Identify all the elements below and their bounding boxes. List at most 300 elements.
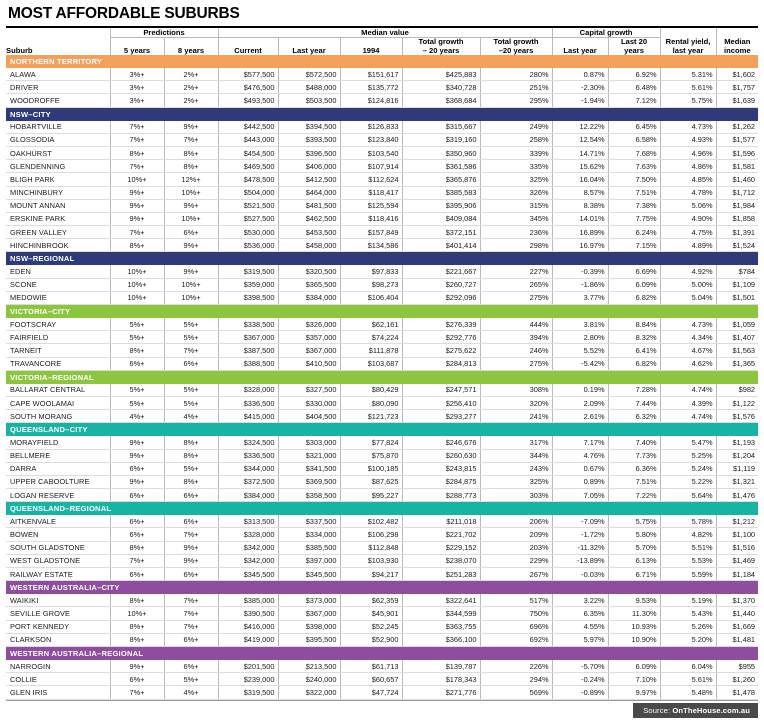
- cell-pred-8-years: 8%+: [164, 449, 218, 462]
- table-row: [6, 94, 758, 107]
- cell-last-year: $481,500: [278, 199, 340, 212]
- cell-cg-last-year: 16.04%: [552, 173, 608, 186]
- cell-suburb: WAIKIKI: [6, 594, 110, 607]
- table-row: [6, 541, 758, 554]
- cell-pred-8-years: 7%+: [164, 528, 218, 541]
- cell-total-growth-percent: 692%: [480, 633, 552, 646]
- cell-pred-8-years: 7%+: [164, 607, 218, 620]
- cell-total-growth-dollars: $243,815: [402, 462, 480, 475]
- cell-total-growth-dollars: $284,875: [402, 475, 480, 488]
- cell-total-growth-percent: 444%: [480, 318, 552, 331]
- table-row: [6, 68, 758, 81]
- header-median-income: Median income: [716, 28, 758, 55]
- cell-total-growth-dollars: $344,599: [402, 607, 480, 620]
- cell-cg-last-year: -0.39%: [552, 265, 608, 278]
- cell-value-1994: $80,090: [340, 396, 402, 409]
- cell-median-income: $1,184: [716, 568, 758, 581]
- cell-cg-last-year: 3.81%: [552, 318, 608, 331]
- cell-cg-last-20-years: 8.84%: [608, 318, 660, 331]
- table-row: [6, 318, 758, 331]
- cell-cg-last-20-years: 7.63%: [608, 160, 660, 173]
- cell-last-year: $357,000: [278, 331, 340, 344]
- cell-pred-8-years: 9%+: [164, 541, 218, 554]
- region-label: NSW–CITY: [6, 107, 758, 121]
- cell-value-1994: $118,416: [340, 212, 402, 225]
- cell-total-growth-percent: 241%: [480, 410, 552, 423]
- region-label: NORTHERN TERRITORY: [6, 55, 758, 68]
- cell-suburb: TRAVANCORE: [6, 357, 110, 370]
- cell-total-growth-percent: 246%: [480, 344, 552, 357]
- cell-cg-last-20-years: 6.48%: [608, 81, 660, 94]
- cell-cg-last-20-years: 7.44%: [608, 396, 660, 409]
- bottom-rule: [6, 700, 758, 701]
- cell-cg-last-year: -1.86%: [552, 278, 608, 291]
- cell-last-year: $393,500: [278, 133, 340, 146]
- cell-suburb: MEDOWIE: [6, 291, 110, 304]
- cell-suburb: FOOTSCRAY: [6, 318, 110, 331]
- table-row: [6, 81, 758, 94]
- table-row: [6, 265, 758, 278]
- cell-value-1994: $95,227: [340, 489, 402, 502]
- cell-rental-yield: 5.61%: [660, 81, 716, 94]
- cell-pred-8-years: 8%+: [164, 436, 218, 449]
- cell-pred-8-years: 8%+: [164, 475, 218, 488]
- cell-suburb: PORT KENNEDY: [6, 620, 110, 633]
- cell-total-growth-dollars: $372,151: [402, 226, 480, 239]
- cell-cg-last-20-years: 5.70%: [608, 541, 660, 554]
- table-row: [6, 173, 758, 186]
- cell-median-income: $1,262: [716, 121, 758, 134]
- cell-total-growth-percent: 203%: [480, 541, 552, 554]
- cell-pred-5-years: 8%+: [110, 239, 164, 252]
- cell-current: $319,500: [218, 686, 278, 699]
- cell-median-income: $1,391: [716, 226, 758, 239]
- cell-pred-5-years: 5%+: [110, 384, 164, 397]
- cell-current: $469,500: [218, 160, 278, 173]
- cell-total-growth-percent: 267%: [480, 568, 552, 581]
- cell-median-income: $1,563: [716, 344, 758, 357]
- table-row: [6, 186, 758, 199]
- cell-suburb: NARROGIN: [6, 660, 110, 673]
- region-label: WESTERN AUSTRALIA–REGIONAL: [6, 646, 758, 660]
- cell-total-growth-dollars: $340,728: [402, 81, 480, 94]
- cell-rental-yield: 5.53%: [660, 554, 716, 567]
- table-row: [6, 475, 758, 488]
- cell-median-income: $1,757: [716, 81, 758, 94]
- table-row: [6, 357, 758, 370]
- cell-total-growth-dollars: $229,152: [402, 541, 480, 554]
- cell-median-income: $1,059: [716, 318, 758, 331]
- cell-value-1994: $45,901: [340, 607, 402, 620]
- cell-suburb: UPPER CABOOLTURE: [6, 475, 110, 488]
- cell-last-year: $327,500: [278, 384, 340, 397]
- cell-cg-last-20-years: 10.90%: [608, 633, 660, 646]
- table-row: [6, 199, 758, 212]
- cell-total-growth-dollars: $284,813: [402, 357, 480, 370]
- cell-rental-yield: 4.86%: [660, 160, 716, 173]
- cell-median-income: $955: [716, 660, 758, 673]
- cell-cg-last-20-years: 6.82%: [608, 357, 660, 370]
- cell-cg-last-year: 0.87%: [552, 68, 608, 81]
- cell-total-growth-percent: 275%: [480, 291, 552, 304]
- cell-pred-5-years: 8%+: [110, 633, 164, 646]
- cell-total-growth-dollars: $368,684: [402, 94, 480, 107]
- table-body: [6, 55, 758, 699]
- table-row: [6, 291, 758, 304]
- cell-rental-yield: 4.34%: [660, 331, 716, 344]
- cell-median-income: $1,109: [716, 278, 758, 291]
- cell-pred-8-years: 6%+: [164, 568, 218, 581]
- cell-total-growth-percent: 294%: [480, 673, 552, 686]
- cell-current: $344,000: [218, 462, 278, 475]
- cell-pred-8-years: 7%+: [164, 344, 218, 357]
- table-row: [6, 686, 758, 699]
- cell-pred-8-years: 4%+: [164, 686, 218, 699]
- cell-current: $313,500: [218, 515, 278, 528]
- cell-current: $442,500: [218, 121, 278, 134]
- cell-pred-5-years: 8%+: [110, 541, 164, 554]
- cell-current: $476,500: [218, 81, 278, 94]
- cell-median-income: $1,481: [716, 633, 758, 646]
- cell-pred-5-years: 6%+: [110, 515, 164, 528]
- table-row: [6, 528, 758, 541]
- region-label: QUEENSLAND–REGIONAL: [6, 502, 758, 516]
- region-band: [6, 581, 758, 595]
- cell-cg-last-20-years: 7.75%: [608, 212, 660, 225]
- region-label: VICTORIA–REGIONAL: [6, 370, 758, 384]
- cell-suburb: BOWEN: [6, 528, 110, 541]
- cell-last-year: $326,000: [278, 318, 340, 331]
- region-band: [6, 107, 758, 121]
- cell-pred-5-years: 7%+: [110, 121, 164, 134]
- cell-rental-yield: 5.59%: [660, 568, 716, 581]
- cell-suburb: ALAWA: [6, 68, 110, 81]
- cell-current: $336,500: [218, 396, 278, 409]
- cell-rental-yield: 5.43%: [660, 607, 716, 620]
- cell-total-growth-dollars: $251,283: [402, 568, 480, 581]
- cell-median-income: $1,712: [716, 186, 758, 199]
- cell-median-income: $1,602: [716, 68, 758, 81]
- cell-value-1994: $74,224: [340, 331, 402, 344]
- cell-median-income: $1,478: [716, 686, 758, 699]
- cell-total-growth-dollars: $271,776: [402, 686, 480, 699]
- cell-value-1994: $87,625: [340, 475, 402, 488]
- cell-cg-last-20-years: 7.10%: [608, 673, 660, 686]
- cell-pred-8-years: 2%+: [164, 94, 218, 107]
- cell-median-income: $1,193: [716, 436, 758, 449]
- cell-value-1994: $121,723: [340, 410, 402, 423]
- table-row: [6, 239, 758, 252]
- cell-cg-last-20-years: 6.41%: [608, 344, 660, 357]
- cell-rental-yield: 5.75%: [660, 94, 716, 107]
- cell-suburb: FAIRFIELD: [6, 331, 110, 344]
- cell-last-year: $458,000: [278, 239, 340, 252]
- cell-pred-8-years: 10%+: [164, 212, 218, 225]
- cell-value-1994: $123,840: [340, 133, 402, 146]
- cell-last-year: $369,500: [278, 475, 340, 488]
- cell-pred-8-years: 2%+: [164, 81, 218, 94]
- cell-cg-last-year: 7.05%: [552, 489, 608, 502]
- cell-suburb: MOUNT ANNAN: [6, 199, 110, 212]
- cell-last-year: $365,500: [278, 278, 340, 291]
- cell-pred-5-years: 5%+: [110, 396, 164, 409]
- cell-pred-5-years: 6%+: [110, 528, 164, 541]
- cell-rental-yield: 5.06%: [660, 199, 716, 212]
- cell-cg-last-year: -0.89%: [552, 686, 608, 699]
- cell-rental-yield: 4.39%: [660, 396, 716, 409]
- cell-current: $345,500: [218, 568, 278, 581]
- cell-cg-last-year: -1.94%: [552, 94, 608, 107]
- cell-current: $493,500: [218, 94, 278, 107]
- cell-total-growth-dollars: $293,277: [402, 410, 480, 423]
- cell-pred-8-years: 12%+: [164, 173, 218, 186]
- cell-cg-last-20-years: 9.53%: [608, 594, 660, 607]
- cell-total-growth-percent: 325%: [480, 475, 552, 488]
- header-pred-8: 8 years: [164, 38, 218, 56]
- cell-cg-last-20-years: 7.40%: [608, 436, 660, 449]
- cell-cg-last-20-years: 6.45%: [608, 121, 660, 134]
- table-row: [6, 515, 758, 528]
- cell-current: $342,000: [218, 541, 278, 554]
- cell-value-1994: $100,185: [340, 462, 402, 475]
- cell-pred-5-years: 8%+: [110, 594, 164, 607]
- cell-rental-yield: 6.04%: [660, 660, 716, 673]
- cell-current: $390,500: [218, 607, 278, 620]
- table-row: [6, 146, 758, 159]
- cell-last-year: $410,500: [278, 357, 340, 370]
- header-group-predictions: Predictions: [110, 28, 218, 38]
- cell-cg-last-20-years: 6.92%: [608, 68, 660, 81]
- cell-current: $536,000: [218, 239, 278, 252]
- cell-value-1994: $103,540: [340, 146, 402, 159]
- cell-value-1994: $103,930: [340, 554, 402, 567]
- table-row: [6, 396, 758, 409]
- cell-pred-5-years: 6%+: [110, 462, 164, 475]
- cell-total-growth-percent: 326%: [480, 186, 552, 199]
- cell-total-growth-percent: 394%: [480, 331, 552, 344]
- cell-total-growth-dollars: $395,906: [402, 199, 480, 212]
- cell-pred-5-years: 3%+: [110, 81, 164, 94]
- cell-current: $342,000: [218, 554, 278, 567]
- cell-median-income: $1,596: [716, 146, 758, 159]
- cell-last-year: $385,500: [278, 541, 340, 554]
- cell-pred-8-years: 8%+: [164, 160, 218, 173]
- source-label: Source:: [643, 706, 673, 715]
- cell-cg-last-year: -1.72%: [552, 528, 608, 541]
- cell-median-income: $1,469: [716, 554, 758, 567]
- cell-current: $504,000: [218, 186, 278, 199]
- cell-cg-last-20-years: 6.36%: [608, 462, 660, 475]
- cell-pred-5-years: 10%+: [110, 291, 164, 304]
- table-row: [6, 436, 758, 449]
- cell-value-1994: $112,848: [340, 541, 402, 554]
- cell-total-growth-dollars: $275,622: [402, 344, 480, 357]
- table-row: [6, 594, 758, 607]
- cell-value-1994: $97,833: [340, 265, 402, 278]
- cell-cg-last-20-years: 7.51%: [608, 475, 660, 488]
- table-row: [6, 121, 758, 134]
- cell-value-1994: $80,429: [340, 384, 402, 397]
- table-row: [6, 160, 758, 173]
- cell-suburb: COLLIE: [6, 673, 110, 686]
- cell-total-growth-dollars: $221,702: [402, 528, 480, 541]
- cell-last-year: $398,000: [278, 620, 340, 633]
- cell-cg-last-year: 2.61%: [552, 410, 608, 423]
- cell-cg-last-20-years: 7.12%: [608, 94, 660, 107]
- table-row: [6, 278, 758, 291]
- cell-value-1994: $106,404: [340, 291, 402, 304]
- cell-last-year: $488,000: [278, 81, 340, 94]
- cell-current: $319,500: [218, 265, 278, 278]
- cell-cg-last-year: 3.22%: [552, 594, 608, 607]
- cell-pred-8-years: 4%+: [164, 410, 218, 423]
- cell-cg-last-20-years: 7.38%: [608, 199, 660, 212]
- cell-current: $521,500: [218, 199, 278, 212]
- cell-total-growth-percent: 275%: [480, 357, 552, 370]
- cell-suburb: HOBARTVILLE: [6, 121, 110, 134]
- cell-rental-yield: 4.96%: [660, 146, 716, 159]
- header-cg-last-20: Last 20 years: [608, 38, 660, 56]
- cell-rental-yield: 4.74%: [660, 384, 716, 397]
- cell-rental-yield: 4.85%: [660, 173, 716, 186]
- cell-cg-last-year: 16.89%: [552, 226, 608, 239]
- cell-cg-last-20-years: 6.71%: [608, 568, 660, 581]
- cell-pred-5-years: 5%+: [110, 331, 164, 344]
- cell-cg-last-year: -13.89%: [552, 554, 608, 567]
- cell-median-income: $1,984: [716, 199, 758, 212]
- cell-pred-8-years: 5%+: [164, 396, 218, 409]
- cell-rental-yield: 4.73%: [660, 121, 716, 134]
- cell-last-year: $330,000: [278, 396, 340, 409]
- table-header: [6, 28, 758, 55]
- cell-current: $478,500: [218, 173, 278, 186]
- cell-cg-last-20-years: 7.51%: [608, 186, 660, 199]
- cell-last-year: $412,500: [278, 173, 340, 186]
- cell-pred-8-years: 6%+: [164, 660, 218, 673]
- cell-rental-yield: 4.74%: [660, 410, 716, 423]
- cell-median-income: $1,576: [716, 410, 758, 423]
- table-row: [6, 620, 758, 633]
- cell-pred-5-years: 7%+: [110, 686, 164, 699]
- cell-suburb: TARNEIT: [6, 344, 110, 357]
- cell-total-growth-percent: 750%: [480, 607, 552, 620]
- cell-value-1994: $151,617: [340, 68, 402, 81]
- cell-rental-yield: 5.24%: [660, 462, 716, 475]
- cell-total-growth-percent: 226%: [480, 660, 552, 673]
- cell-total-growth-dollars: $256,410: [402, 396, 480, 409]
- cell-cg-last-20-years: 6.82%: [608, 291, 660, 304]
- cell-median-income: $1,100: [716, 528, 758, 541]
- region-band: [6, 646, 758, 660]
- cell-total-growth-percent: 344%: [480, 449, 552, 462]
- cell-total-growth-percent: 696%: [480, 620, 552, 633]
- cell-median-income: $784: [716, 265, 758, 278]
- cell-total-growth-percent: 345%: [480, 212, 552, 225]
- cell-pred-5-years: 9%+: [110, 199, 164, 212]
- cell-value-1994: $60,657: [340, 673, 402, 686]
- table-row: [6, 673, 758, 686]
- cell-total-growth-dollars: $366,100: [402, 633, 480, 646]
- cell-last-year: $462,500: [278, 212, 340, 225]
- cell-total-growth-percent: 315%: [480, 199, 552, 212]
- cell-rental-yield: 4.67%: [660, 344, 716, 357]
- cell-cg-last-20-years: 7.68%: [608, 146, 660, 159]
- cell-pred-8-years: 8%+: [164, 146, 218, 159]
- table-row: [6, 462, 758, 475]
- region-band: [6, 423, 758, 437]
- region-band: [6, 55, 758, 68]
- cell-pred-8-years: 9%+: [164, 265, 218, 278]
- cell-last-year: $406,000: [278, 160, 340, 173]
- cell-rental-yield: 5.78%: [660, 515, 716, 528]
- cell-cg-last-20-years: 7.15%: [608, 239, 660, 252]
- cell-current: $328,000: [218, 384, 278, 397]
- cell-pred-5-years: 7%+: [110, 133, 164, 146]
- cell-cg-last-year: -11.32%: [552, 541, 608, 554]
- cell-suburb: GREEN VALLEY: [6, 226, 110, 239]
- cell-pred-5-years: 9%+: [110, 186, 164, 199]
- cell-value-1994: $112,624: [340, 173, 402, 186]
- cell-total-growth-dollars: $365,876: [402, 173, 480, 186]
- cell-total-growth-dollars: $260,630: [402, 449, 480, 462]
- cell-pred-8-years: 2%+: [164, 68, 218, 81]
- cell-pred-5-years: 6%+: [110, 568, 164, 581]
- cell-current: $454,500: [218, 146, 278, 159]
- cell-suburb: SOUTH MORANG: [6, 410, 110, 423]
- cell-cg-last-year: -7.09%: [552, 515, 608, 528]
- header-pred-5: 5 years: [110, 38, 164, 56]
- cell-pred-8-years: 10%+: [164, 186, 218, 199]
- cell-suburb: MINCHINBURY: [6, 186, 110, 199]
- cell-median-income: $1,581: [716, 160, 758, 173]
- cell-last-year: $334,000: [278, 528, 340, 541]
- cell-value-1994: $62,359: [340, 594, 402, 607]
- cell-current: $385,000: [218, 594, 278, 607]
- cell-suburb: WEST GLADSTONE: [6, 554, 110, 567]
- cell-current: $527,500: [218, 212, 278, 225]
- cell-suburb: BALLARAT CENTRAL: [6, 384, 110, 397]
- cell-last-year: $572,500: [278, 68, 340, 81]
- cell-current: $239,000: [218, 673, 278, 686]
- cell-current: $398,500: [218, 291, 278, 304]
- cell-total-growth-percent: 339%: [480, 146, 552, 159]
- cell-median-income: $1,119: [716, 462, 758, 475]
- cell-total-growth-percent: 229%: [480, 554, 552, 567]
- cell-cg-last-year: -5.42%: [552, 357, 608, 370]
- cell-pred-5-years: 3%+: [110, 68, 164, 81]
- cell-cg-last-20-years: 5.75%: [608, 515, 660, 528]
- header-total-growth-dollars: Total growth – 20 years: [402, 38, 480, 56]
- cell-pred-8-years: 9%+: [164, 121, 218, 134]
- cell-total-growth-dollars: $276,339: [402, 318, 480, 331]
- cell-value-1994: $157,849: [340, 226, 402, 239]
- cell-total-growth-dollars: $315,667: [402, 121, 480, 134]
- cell-current: $415,000: [218, 410, 278, 423]
- cell-cg-last-20-years: 9.97%: [608, 686, 660, 699]
- table-row: [6, 660, 758, 673]
- cell-total-growth-percent: 243%: [480, 462, 552, 475]
- cell-current: $443,000: [218, 133, 278, 146]
- header-suburb: Suburb: [6, 28, 110, 55]
- cell-pred-5-years: 9%+: [110, 449, 164, 462]
- table-row: [6, 212, 758, 225]
- cell-value-1994: $94,217: [340, 568, 402, 581]
- table-row: [6, 133, 758, 146]
- cell-total-growth-percent: 517%: [480, 594, 552, 607]
- table-row: [6, 607, 758, 620]
- cell-suburb: GLENDENNING: [6, 160, 110, 173]
- cell-cg-last-year: 2.80%: [552, 331, 608, 344]
